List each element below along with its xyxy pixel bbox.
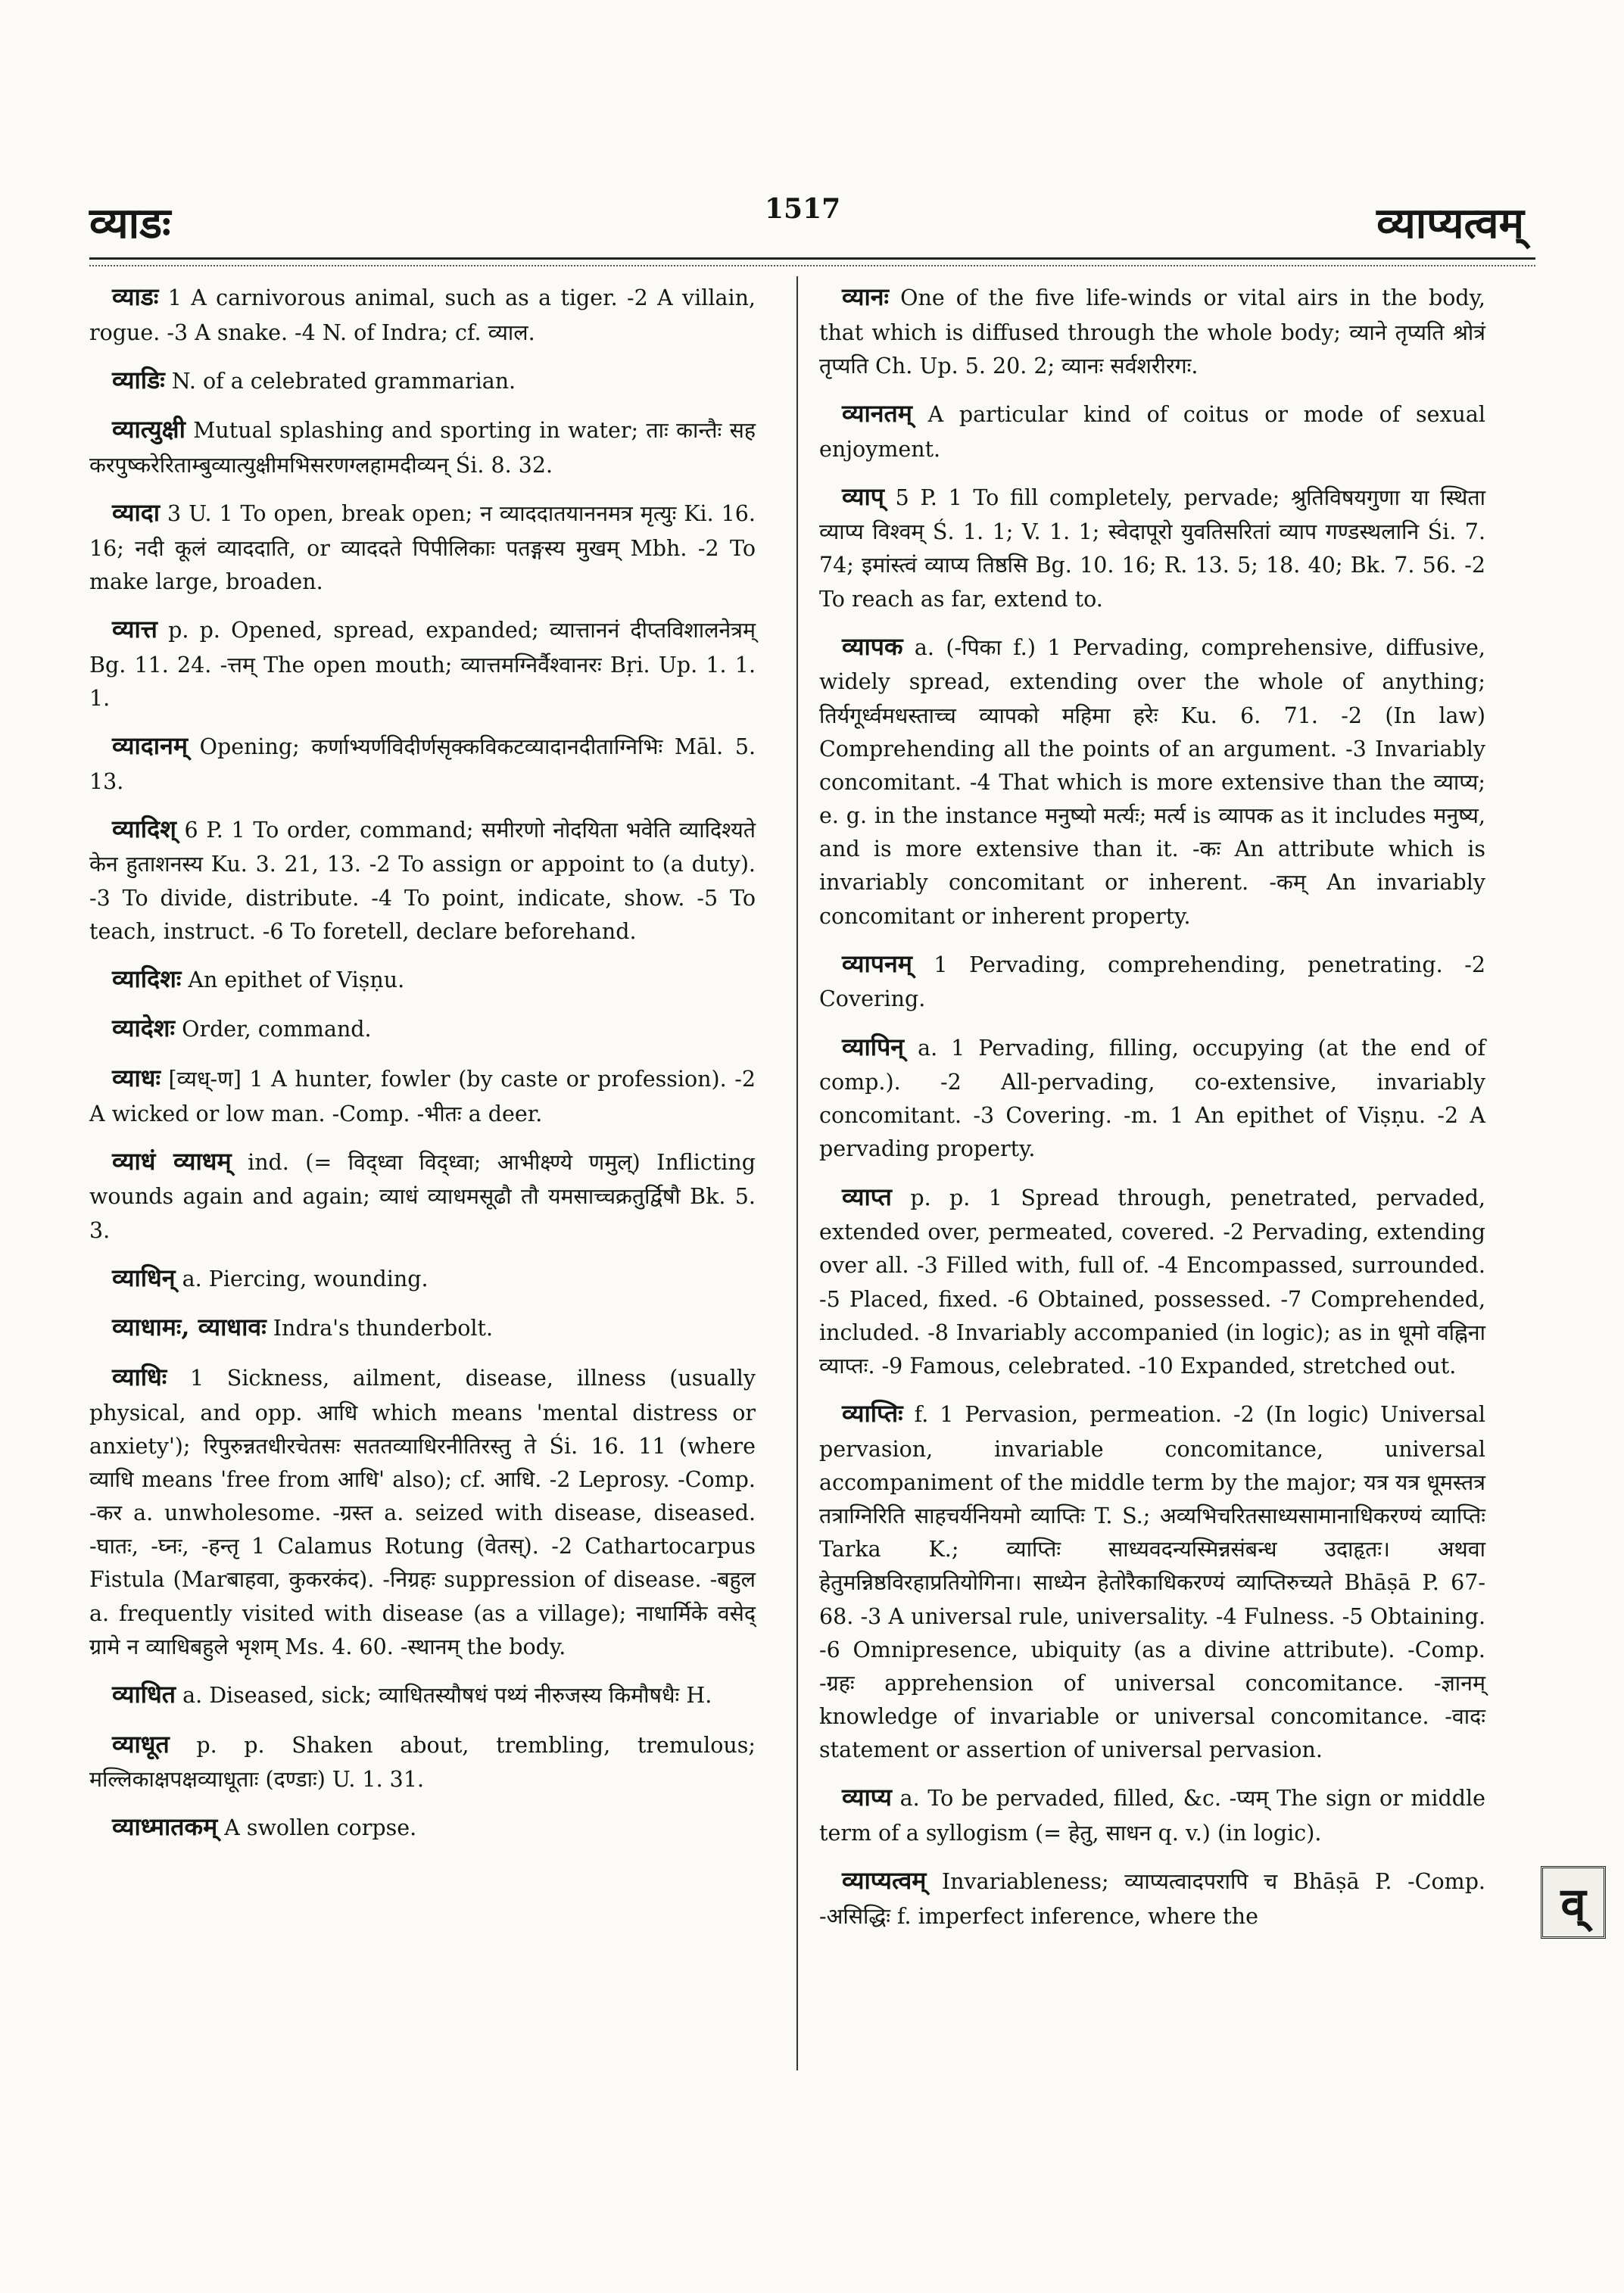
dictionary-entry (819, 1862, 1485, 1933)
entry-headword: व्यानतम् (842, 398, 912, 428)
entry-text: p. p. Shaken about, trembling, tremulous; मल्लिकाक्षपक्षव्याधूताः (दण्डाः) U. 1. 31. (89, 1732, 756, 1793)
entry-headword: व्यात्त (112, 615, 157, 644)
dictionary-entry (89, 1309, 756, 1347)
entry-text: 6 P. 1 To order, command; समीरणो नोदयिता भवेति व्यादिश्यते केन हुताशनस्य Ku. 3. 21, 13. -2 To assign or appoint to (a duty). -3 To divide, distribute. -4 To point, indicate, show. -5 To teach, instruct. -6 To foretell, declare beforehand. (89, 817, 756, 944)
entry-text: 5 P. 1 To fill completely, pervade; श्रुतिविषयगुणा या स्थिता व्याप्य विश्वम् Ś. 1. 1; V. 1. 1; स्वेदापूरो युवतिसरितां व्याप गण्डस्थलानि Śi. 7. 74; इमांस्त्वं व्याप्य तिष्ठसि Bg. 10. 16; R. 13. 5; 18. 40; Bk. 7. 56. -2 To reach as far, extend to. (819, 484, 1485, 612)
entry-text: Indra's thunderbolt. (273, 1316, 494, 1341)
entry-text: 3 U. 1 To open, break open; न व्याददातयाननमत्र मृत्युः Ki. 16. 16; नदी कूलं व्याददाति, or व्याददते पिपीलिकाः पतङ्गस्य मुखम् Mbh. -2 To make large, broaden. (89, 501, 756, 594)
entry-text: An epithet of Viṣṇu. (188, 967, 405, 992)
entry-headword: व्याधूत (112, 1729, 170, 1759)
dictionary-entry (819, 395, 1485, 466)
entry-headword: व्यादानम् (112, 731, 188, 760)
entry-text: a. (-पिका f.) 1 Pervading, comprehensive, diffusive, widely spread, extending over the whole of anything; तिर्यगूर्ध्वमधस्ताच्च व्यापको महिमा हरेः Ku. 6. 71. -2 (In law) Comprehending all the points of an argument. -3 Invariably concomitant. -4 That which is more extensive than the व्याप्य; e. g. in the instance मनुष्यो मर्त्यः; मर्त्य is व्यापक as it includes मनुष्य, and is more extensive than it. -कः An attribute which is invariably concomitant or inherent. -कम् An invariably concomitant or inherent property. (819, 634, 1485, 929)
entry-headword: व्याधं व्याधम् (112, 1146, 232, 1176)
entry-text: ind. (= विद्ध्वा विद्ध्वा; आभीक्ष्ण्ये णमुल्) Inflicting wounds again and again; व्याधं व्याधमसूढौ तौ यमसाच्चक्रतुर्द्विषौ Bk. 5. 3. (89, 1149, 756, 1243)
dictionary-entry (819, 1395, 1485, 1767)
page-number: 1517 (765, 193, 841, 225)
entry-text: N. of a celebrated grammarian. (171, 368, 516, 394)
entry-text: 1 Sickness, ailment, disease, illness (usually physical, and opp. आधि which means 'mental distress or anxiety'); रिपुरुन्नतधीरचेतसः सततव्याधिरनीतिरस्तु ते Śi. 16. 11 (where व्याधि means 'free from आधि' also); cf. आधि. -2 Leprosy. -Comp. -कर a. unwholesome. -ग्रस्त a. seized with disease, diseased. -घातः, -घ्नः, -हन्तृ 1 Calamus Rotung (वेतस्). -2 Cathartocarpus Fistula (Marबाहवा, कुकरकंद). -निग्रहः suppression of disease. -बहुल a. frequently visited with disease (as a village); नाधार्मिके वसेद् ग्रामे न व्याधिबहुले भृशम् Ms. 4. 60. -स्थानम् the body. (89, 1365, 756, 1659)
dictionary-entry (819, 946, 1485, 1017)
dictionary-entry (819, 1179, 1485, 1383)
dictionary-entry (819, 1029, 1485, 1167)
entry-headword: व्याधिन् (112, 1263, 176, 1292)
entry-text: a. 1 Pervading, filling, occupying (at the end of comp.). -2 All-pervading, co-extensive, invariably concomitant. -3 Covering. -m. 1 An epithet of Viṣṇu. -2 A pervading property. (819, 1035, 1485, 1162)
entry-headword: व्यानः (842, 282, 890, 311)
entry-headword: व्याप्तिः (842, 1399, 903, 1428)
dictionary-entry (89, 494, 756, 599)
dictionary-entry (89, 1809, 756, 1846)
entry-headword: व्याडः (112, 282, 159, 311)
entry-headword: व्यादिश् (112, 814, 176, 843)
dictionary-entry (89, 811, 756, 949)
entry-text: Opening; कर्णाभ्यर्णविदीर्णसृक्कविकटव्यादानदीताग्निभिः Māl. 5. 13. (89, 734, 756, 794)
right-running-headword: व्याप्यत्वम् (1376, 198, 1524, 248)
entry-headword: व्यापक (842, 631, 903, 661)
dictionary-entry (89, 411, 756, 482)
entry-headword: व्याधित (112, 1679, 176, 1709)
entry-headword: व्यापनम् (842, 949, 912, 978)
entry-text: a. To be pervaded, filled, &c. -प्यम् The sign or middle term of a syllogism (= हेतु, साधन q. v.) (in logic). (819, 1786, 1485, 1846)
left-column (89, 279, 756, 2065)
entry-headword: व्याप्त (842, 1182, 892, 1211)
right-column (819, 279, 1485, 2065)
entry-headword: व्यापिन् (842, 1032, 905, 1061)
entry-text: [व्यध्-ण] 1 A hunter, fowler (by caste or profession). -2 A wicked or low man. -Comp. -भीतः a deer. (89, 1067, 756, 1126)
dictionary-entry (89, 1726, 756, 1797)
entry-text: 1 Pervading, comprehending, penetrating. -2 Covering. (819, 952, 1485, 1012)
entry-headword: व्याप् (842, 481, 884, 511)
entry-headword: व्याप्य (842, 1783, 892, 1812)
entry-headword: व्यादेशः (112, 1014, 176, 1043)
entry-text: One of the five life-winds or vital airs in the body, that which is diffused through the whole body; व्याने तृप्यति श्रोत्रं तृप्यति Ch. Up. 5. 20. 2; व्यानः सर्वशरीरगः. (819, 285, 1485, 379)
dictionary-entry (89, 1010, 756, 1048)
dictionary-entry (89, 727, 756, 799)
column-divider (796, 276, 798, 2070)
dictionary-entry (89, 1060, 756, 1131)
entry-headword: व्याडिः (112, 365, 165, 394)
entry-text: p. p. 1 Spread through, penetrated, pervaded, extended over, permeated, covered. -2 Pervading, extending over all. -3 Filled with, full of. -4 Encompassed, surrounded. -5 Placed, fixed. -6 Obtained, possessed. -7 Comprehended, included. -8 Invariably accompanied (in logic); as in धूमो वह्निना व्याप्तः. -9 Famous, celebrated. -10 Expanded, stretched out. (819, 1185, 1485, 1379)
entry-headword: व्यात्युक्षी (112, 415, 185, 444)
entry-text: a. Diseased, sick; व्याधितस्यौषधं पथ्यं नीरुजस्य किमौषधैः H. (182, 1682, 712, 1708)
dictionary-entry (89, 279, 756, 350)
header-dotted-rule (89, 265, 1535, 266)
entry-text: Invariableness; व्याप्यत्वादपरापि च Bhāṣā P. -Comp. -असिद्धिः f. imperfect inference, where the (819, 1869, 1485, 1929)
entry-text: A swollen corpse. (224, 1815, 417, 1841)
dictionary-entry (89, 1359, 756, 1664)
entry-headword: व्याधिः (112, 1362, 167, 1391)
left-running-headword: व्याडः (89, 198, 171, 248)
dictionary-entry (89, 1260, 756, 1298)
entry-headword: व्यादिशः (112, 964, 182, 993)
dictionary-entry (89, 1676, 756, 1714)
dictionary-entry (819, 1779, 1485, 1850)
dictionary-entry (819, 628, 1485, 933)
entry-headword: व्याधामः, व्याधावः (112, 1313, 267, 1342)
header-rule (89, 257, 1535, 260)
entry-headword: व्याप्यत्वम् (842, 1866, 927, 1896)
entry-headword: व्यादा (112, 498, 161, 528)
dictionary-entry (819, 279, 1485, 383)
entry-headword: व्याध्मातकम् (112, 1812, 218, 1842)
entry-text: a. Piercing, wounding. (182, 1266, 429, 1291)
dictionary-entry (89, 611, 756, 715)
entry-text: p. p. Opened, spread, expanded; व्यात्ताननं दीप्तविशालनेत्रम् Bg. 11. 24. -त्तम् The open mouth; व्यात्तमग्निर्वैश्वानरः Bṛi. Up. 1. 1. 1. (89, 618, 756, 711)
entry-headword: व्याधः (112, 1064, 161, 1093)
page-header (0, 0, 1624, 257)
entry-text: 1 A carnivorous animal, such as a tiger. -2 A villain, rogue. -3 A snake. -4 N. of Indra; cf. व्याल. (89, 285, 756, 345)
entry-text: Order, command. (182, 1017, 372, 1042)
entry-text: A particular kind of coitus or mode of sexual enjoyment. (819, 401, 1486, 462)
dictionary-entry (89, 362, 756, 400)
dictionary-entry (819, 478, 1485, 616)
entry-text: f. 1 Pervasion, permeation. -2 (In logic) Universal pervasion, invariable concomitance, universal accompaniment of the middle term by the major; यत्र यत्र धूमस्तत्र तत्राग्निरिति साहचर्यनियमो व्याप्तिः T. S.; अव्यभिचरितसाध्यसामानाधिकरण्यं व्याप्तिः Tarka K.; व्याप्तिः साध्यवदन्यस्मिन्नसंबन्ध उदाहृतः। अथवा हेतुमन्निष्ठविरहाप्रतियोगिना। साध्येन हेतोरैकाधिकरण्यं व्याप्तिरुच्यते Bhāṣā P. 67-68. -3 A universal rule, universality. -4 Fulness. -5 Obtaining. -6 Omnipresence, ubiquity (as a divine attribute). -Comp. -ग्रहः apprehension of universal concomitance. -ज्ञानम् knowledge of invariable or universal concomitance. -वादः statement or assertion of universal pervasion. (819, 1402, 1485, 1763)
dictionary-entry (89, 1143, 756, 1248)
entry-text: Mutual splashing and sporting in water; ताः कान्तैः सह करपुष्करेरिताम्बुव्यात्युक्षीमभिसरणग्लहामदीव्यन् Śi. 8. 32. (89, 418, 756, 478)
thumb-index-tab: व् (1541, 1866, 1606, 1939)
dictionary-entry (89, 961, 756, 999)
